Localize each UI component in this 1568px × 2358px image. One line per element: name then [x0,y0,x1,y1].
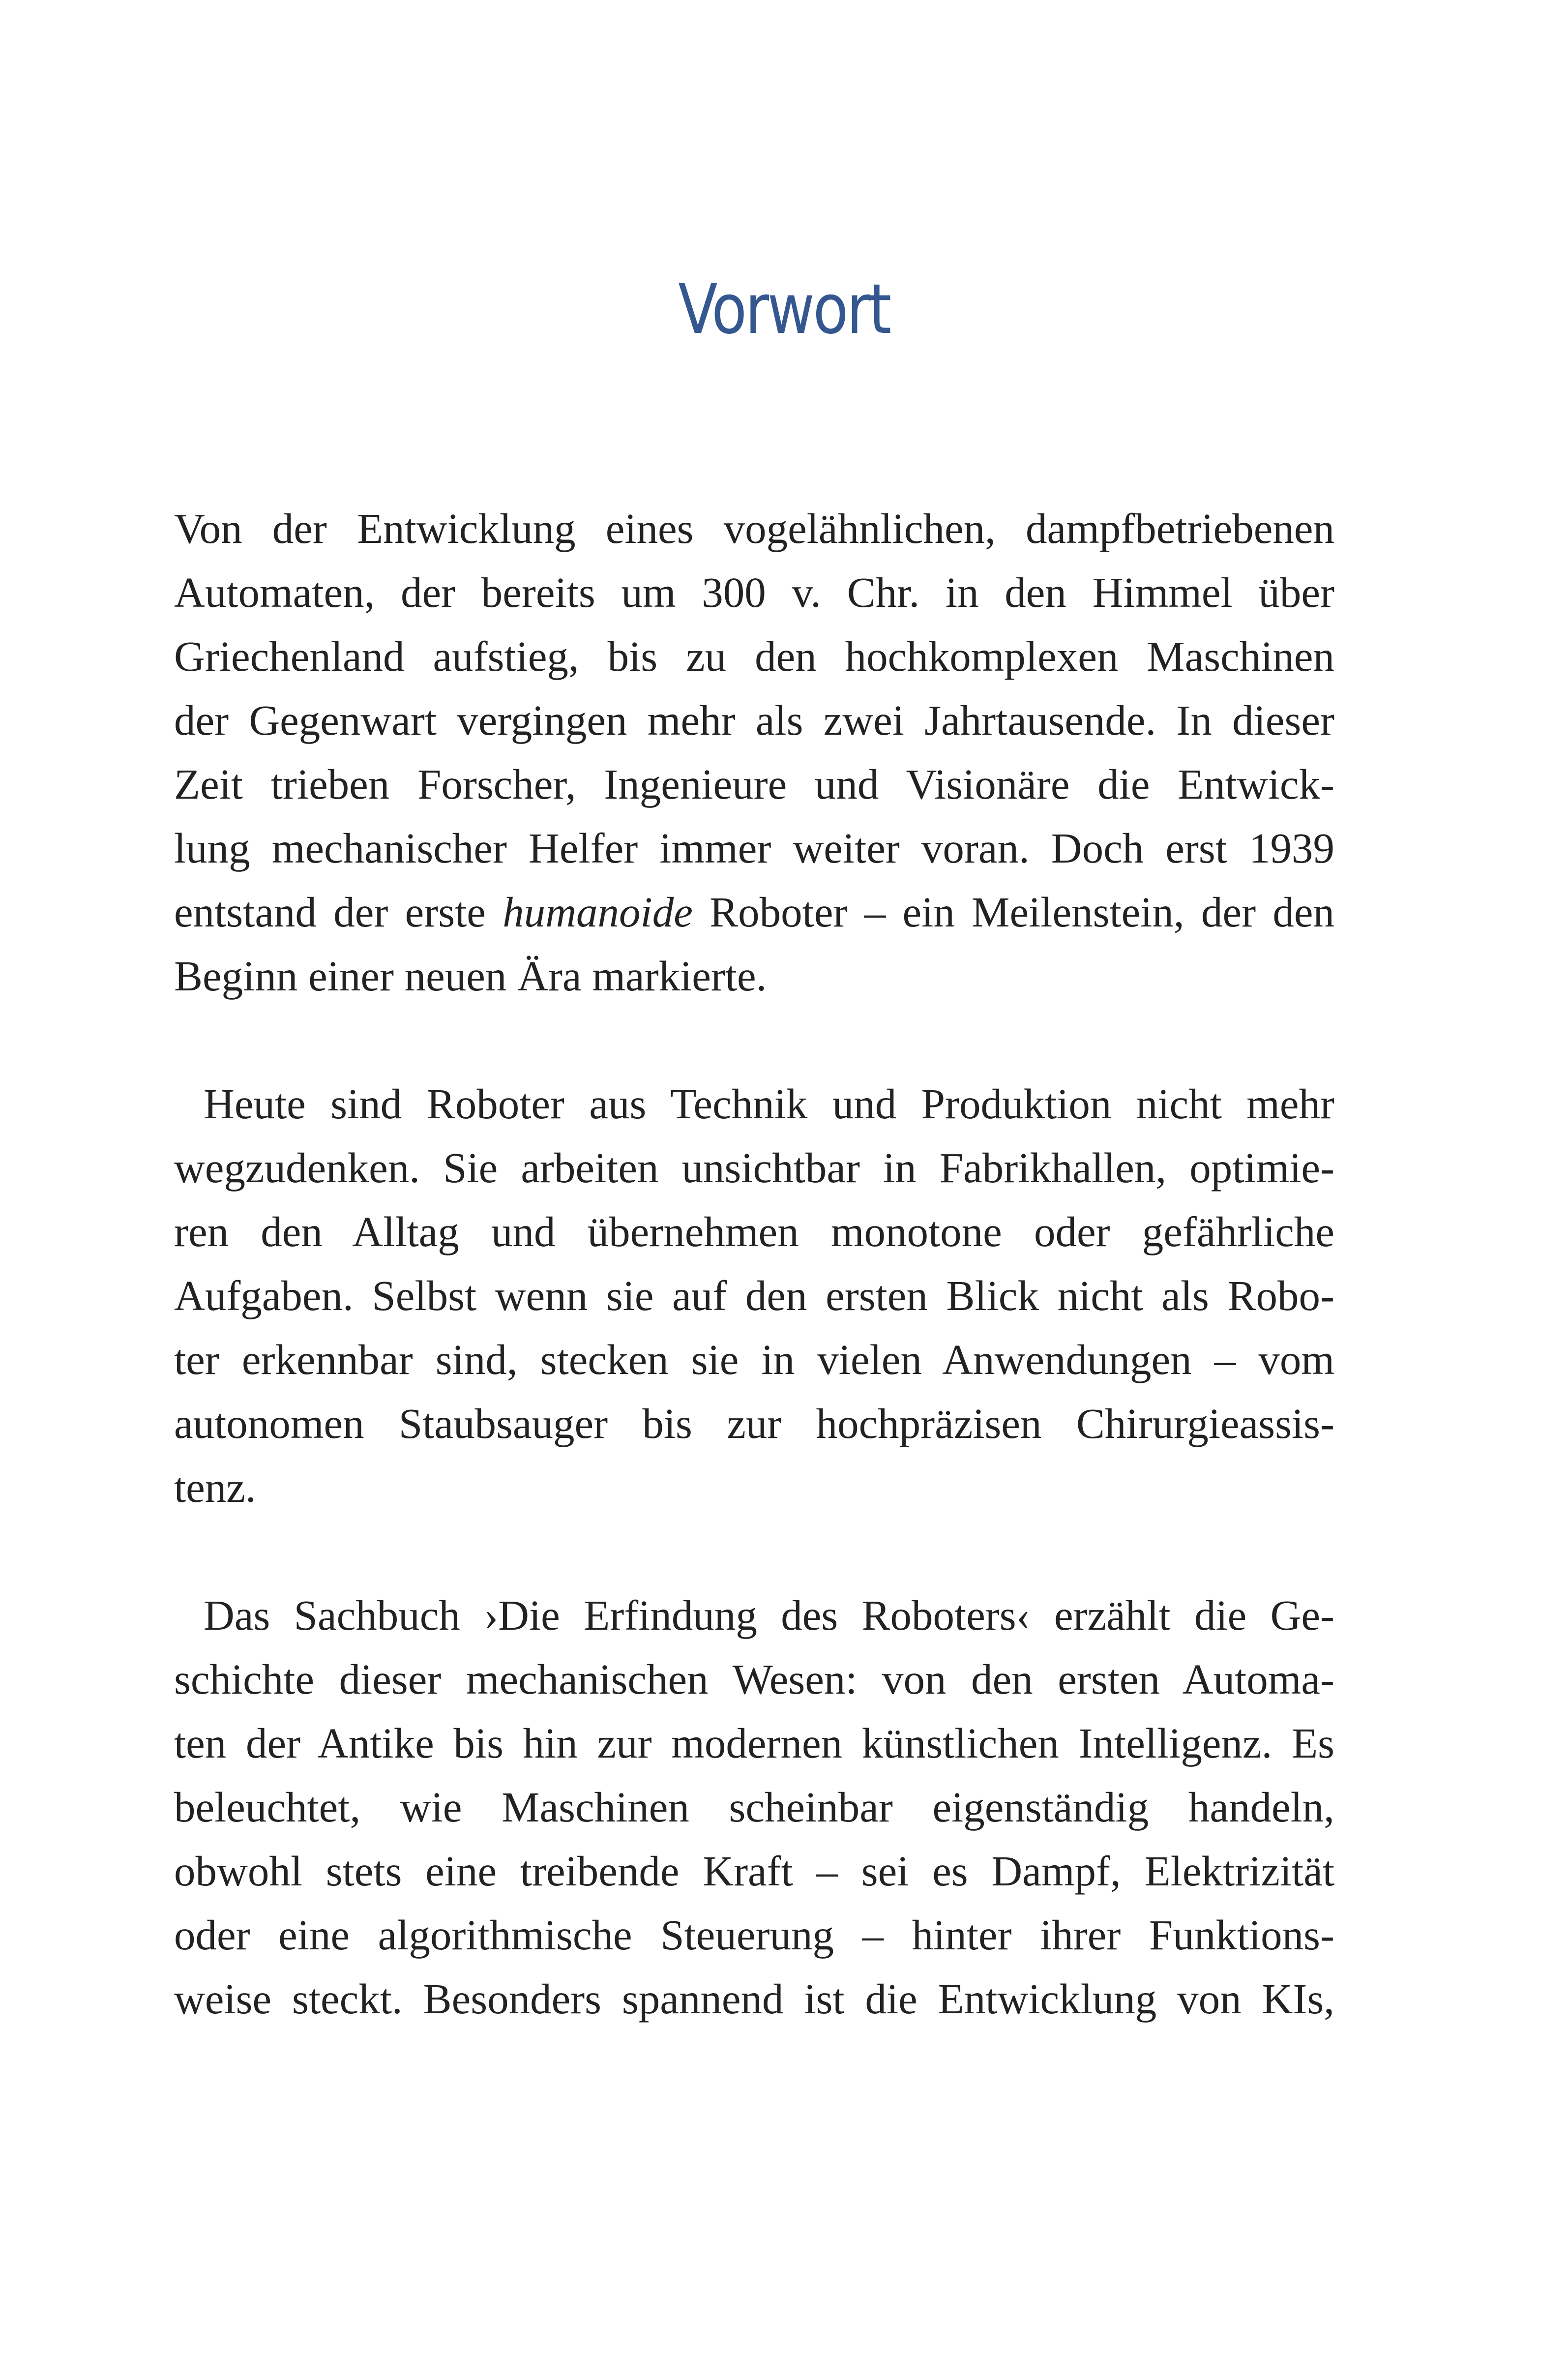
emphasized-term: humanoide [503,888,693,936]
text-line: Automaten, der bereits um 300 v. Chr. in den Himmel über [174,568,1334,616]
text-line: wegzudenken. Sie arbeiten unsichtbar in Fabrikhallen, optimie- [174,1144,1334,1192]
paragraph-1 [174,497,1334,1008]
text-segment: entstand der erste [174,888,503,936]
text-line: Beginn einer neuen Ära markierte. [174,952,767,1000]
text-line: Griechenland aufstieg, bis zu den hochkomplexen Maschinen [174,632,1334,680]
text-line-with-emphasis [174,880,1334,944]
text-line: Das Sachbuch ›Die Erfindung des Roboters‹ erzählt die Ge- [204,1591,1334,1639]
text-line: tenz. [174,1463,256,1511]
text-line: ter erkennbar sind, stecken sie in vielen Anwendungen – vom [174,1336,1334,1383]
text-line: Heute sind Roboter aus Technik und Produktion nicht mehr [204,1080,1334,1128]
text-line: Zeit trieben Forscher, Ingenieure und Visionäre die Entwick- [174,760,1334,808]
text-line: ten der Antike bis hin zur modernen künstlichen Intelligenz. Es [174,1719,1334,1767]
text-line: Aufgaben. Selbst wenn sie auf den ersten Blick nicht als Robo- [174,1272,1334,1319]
text-line: oder eine algorithmische Steuerung – hinter ihrer Funktions- [174,1911,1334,1959]
text-line: ren den Alltag und übernehmen monotone oder gefährliche [174,1208,1334,1255]
text-line: beleuchtet, wie Maschinen scheinbar eigenständig handeln, [174,1783,1334,1831]
text-line: der Gegenwart vergingen mehr als zwei Jahrtausende. In dieser [174,696,1334,744]
chapter-title: Vorwort [678,269,890,350]
body-text [174,497,1334,2031]
text-segment: Roboter – ein Meilenstein, der den [692,888,1334,936]
text-line: obwohl stets eine treibende Kraft – sei es Dampf, Elektrizität [174,1847,1334,1895]
text-line: autonomen Staubsauger bis zur hochpräzisen Chirurgieassis- [174,1400,1334,1447]
text-line: schichte dieser mechanischen Wesen: von den ersten Automa- [174,1655,1334,1703]
paragraph-2 [174,1072,1334,1520]
text-line: lung mechanischer Helfer immer weiter voran. Doch erst 1939 [174,824,1334,872]
text-line: Von der Entwicklung eines vogelähnlichen, dampfbetriebenen [174,505,1334,552]
paragraph-3 [174,1583,1334,2031]
text-line: weise steckt. Besonders spannend ist die Entwicklung von KIs, [174,1975,1334,2023]
